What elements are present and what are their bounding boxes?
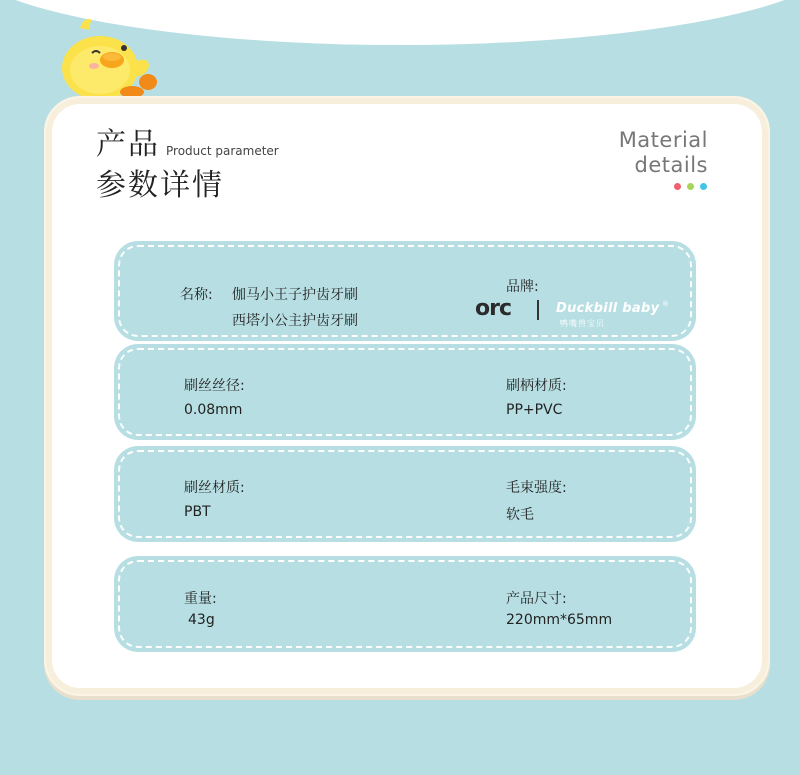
material-line1: Material bbox=[618, 128, 708, 152]
handle-material-label: 刷柄材质: bbox=[506, 378, 567, 394]
tuft-strength-value: 软毛 bbox=[506, 507, 534, 523]
page-title bbox=[96, 126, 279, 206]
tuft-strength-label: 毛束强度: bbox=[506, 480, 567, 496]
bristle-material-label: 刷丝材质: bbox=[184, 480, 245, 496]
name-label: 名称: bbox=[180, 287, 213, 303]
name-value-2: 西塔小公主护齿牙刷 bbox=[232, 313, 358, 329]
dot-red bbox=[674, 183, 681, 190]
size-value: 220mm*65mm bbox=[506, 612, 613, 628]
weight-value: 43g bbox=[188, 612, 215, 628]
bristle-diameter-label: 刷丝丝径: bbox=[184, 378, 245, 394]
title-line1: 产品 bbox=[96, 127, 160, 162]
brand-duckbill-en: Duckbill baby bbox=[556, 301, 660, 316]
handle-material-value: PP+PVC bbox=[506, 402, 563, 418]
title-en: Product parameter bbox=[166, 144, 279, 158]
brand-registered-mark: ® bbox=[662, 300, 669, 308]
brand-orc-logo: orc bbox=[475, 296, 512, 321]
size-label: 产品尺寸: bbox=[506, 591, 567, 607]
weight-label: 重量: bbox=[184, 591, 217, 607]
duck-mascot-icon bbox=[52, 8, 164, 104]
bristle-material-value: PBT bbox=[184, 504, 211, 520]
bristle-diameter-value: 0.08mm bbox=[184, 402, 243, 418]
decor-dots bbox=[674, 183, 707, 190]
brand-label: 品牌: bbox=[506, 279, 539, 295]
material-details-heading bbox=[619, 128, 708, 178]
material-line2: details bbox=[634, 153, 708, 177]
title-line2: 参数详情 bbox=[96, 168, 224, 203]
name-value-1: 伽马小王子护齿牙刷 bbox=[232, 287, 358, 303]
brand-separator bbox=[537, 300, 539, 320]
dot-green bbox=[687, 183, 694, 190]
brand-duckbill-zh: 鸭嘴兽宝贝 bbox=[560, 319, 605, 328]
dot-blue bbox=[700, 183, 707, 190]
